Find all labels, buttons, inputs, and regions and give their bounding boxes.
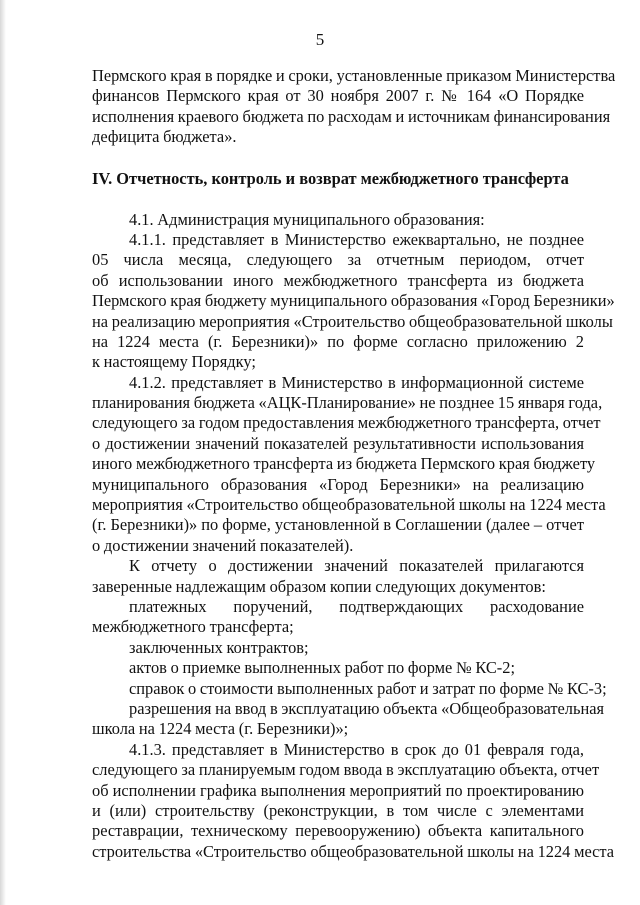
attachment-item xyxy=(92,597,584,638)
text-line: на 1224 места (г. Березники)» по форме согласно приложению 2 xyxy=(92,331,584,351)
page-number: 5 xyxy=(315,30,325,49)
attachments-list xyxy=(92,596,607,740)
text-line: К отчету о достижении значений показателей прилагаются xyxy=(129,556,584,576)
text-line: межбюджетного трансферта; xyxy=(92,617,294,637)
text-line: об использовании иного межбюджетного трансферта из бюджета xyxy=(92,270,584,290)
paragraph-4-1-3 xyxy=(92,739,615,862)
attachment-item xyxy=(92,698,605,740)
text-line: следующего за планируемым годом ввода в эксплуатацию объекта, отчет xyxy=(92,760,600,780)
text-line: 4.1.3. представляет в Министерство в срок до 01 февраля года, xyxy=(129,739,584,759)
attachment-item xyxy=(92,678,607,699)
section-heading: IV. Отчетность, контроль и возврат межбюджетного трансферта xyxy=(92,168,569,188)
text-line: планирования бюджета «АЦК-Планирование» не позднее 15 января года, xyxy=(92,393,603,413)
section-heading-block xyxy=(92,168,584,190)
text-line: к настоящему Порядку; xyxy=(92,352,256,372)
text-line: и (или) строительству (реконструкции, в том числе с элементами xyxy=(92,800,584,820)
document-body xyxy=(92,66,616,862)
text-line: платежных поручений, подтверждающих расходование xyxy=(129,596,584,616)
text-line: разрешения на ввод в эксплуатацию объекта «Общеобразовательная xyxy=(129,698,605,718)
paragraph-4-1-1 xyxy=(92,229,615,373)
text-line: исполнения краевого бюджета по расходам и источникам финансирования xyxy=(92,106,611,126)
text-line: заключенных контрактов; xyxy=(129,637,309,657)
text-line: муниципального образования «Город Березники» на реализацию xyxy=(92,474,584,494)
text-line: дефицита бюджета». xyxy=(92,127,237,147)
attachment-item xyxy=(92,658,584,678)
paragraph-4-1 xyxy=(92,210,584,230)
text-line: мероприятия «Строительство общеобразовательной школы на 1224 места xyxy=(92,495,606,515)
intro-paragraph xyxy=(92,66,616,148)
text-line: справок о стоимости выполненных работ и затрат по форме № КС-3; xyxy=(129,678,607,698)
text-line: актов о приемке выполненных работ по форме № КС-2; xyxy=(129,658,516,678)
text-line: реставрации, техническому перевооружению) объекта капитального xyxy=(92,821,584,841)
text-line: Пермского края в порядке и сроки, установленные приказом Министерства xyxy=(92,66,616,85)
text-line: на реализацию мероприятия «Строительство общеобразовательной школы xyxy=(92,311,613,331)
scan-edge-shadow xyxy=(0,0,6,905)
text-line: заверенные надлежащим образом копии следующих документов: xyxy=(92,576,546,596)
text-line: финансов Пермского края от 30 ноября 2007 г. № 164 «О Порядке xyxy=(92,86,584,106)
text-line: об исполнении графика выполнения мероприятий по проектированию xyxy=(92,780,584,800)
text-line: о достижении значений показателей результативности использования xyxy=(92,433,584,453)
text-line: (г. Березники)» по форме, установленной в Соглашении (далее – отчет xyxy=(92,515,584,535)
attachments-intro xyxy=(92,556,584,597)
text-line: 4.1.1. представляет в Министерство ежеквартально, не позднее xyxy=(129,229,584,249)
text-line: строительства «Строительство общеобразовательной школы на 1224 места xyxy=(92,841,615,861)
text-line: 05 числа месяца, следующего за отчетным периодом, отчет xyxy=(92,250,584,270)
attachment-item xyxy=(92,638,584,658)
paragraph-4-1-2 xyxy=(92,372,606,557)
text-line: 4.1. Администрация муниципального образования: xyxy=(129,209,485,229)
text-line: иного межбюджетного трансферта из бюджета Пермского края бюджету xyxy=(92,454,596,474)
text-line: о достижении значений показателей). xyxy=(92,535,354,555)
text-line: 4.1.2. представляет в Министерство в информационной системе xyxy=(129,372,584,392)
text-line: Пермского края бюджету муниципального образования «Город Березники» xyxy=(92,291,615,311)
text-line: школа на 1224 места (г. Березники)»; xyxy=(92,719,349,739)
text-line: следующего за годом предоставления межбюджетного трансферта, отчет xyxy=(92,413,601,433)
